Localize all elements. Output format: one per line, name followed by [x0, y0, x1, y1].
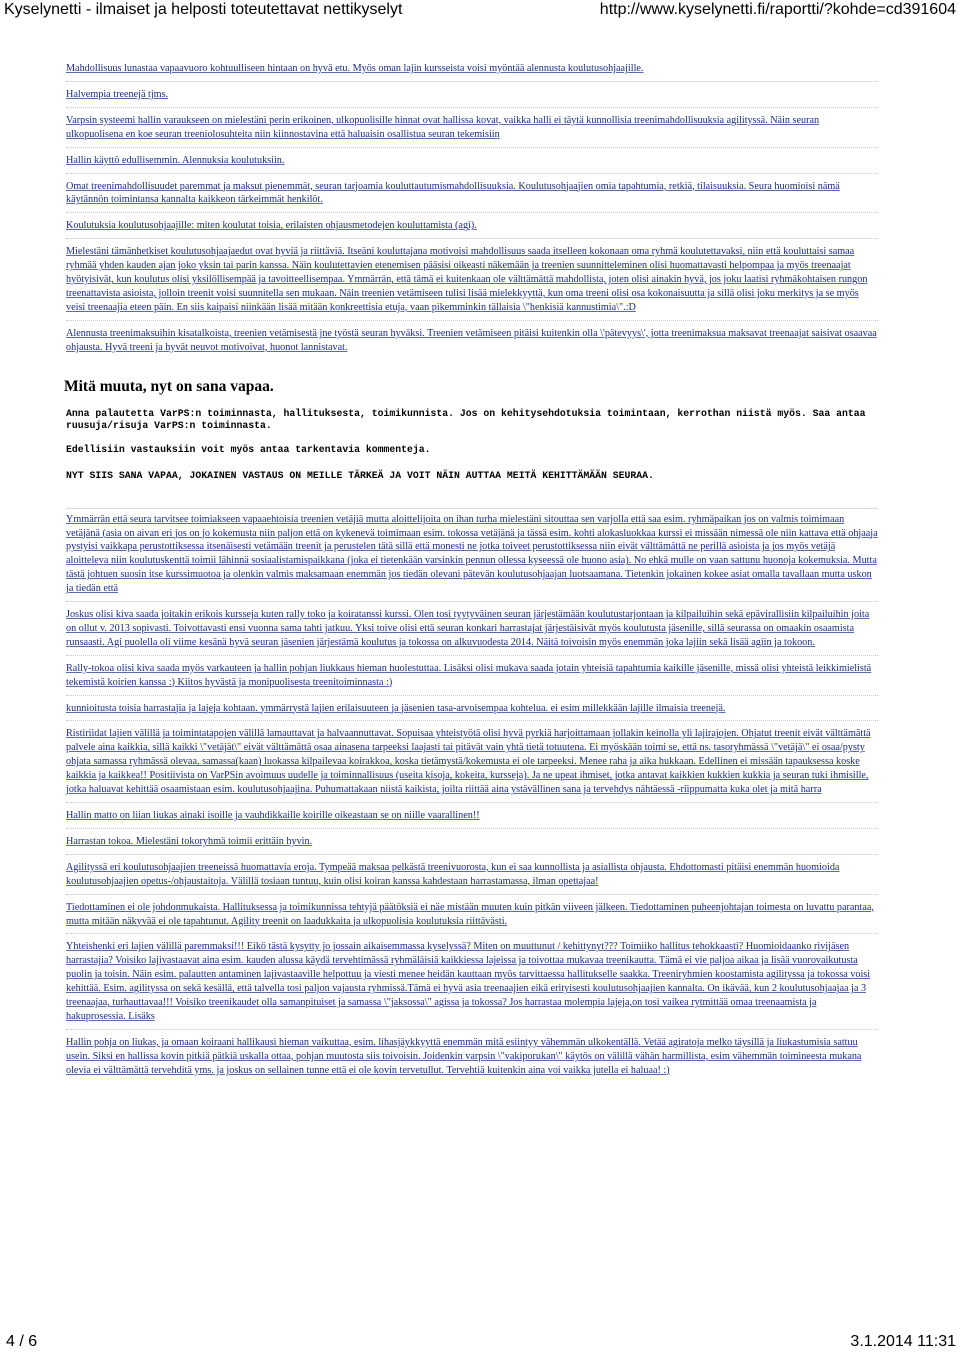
- question-title: Mitä muuta, nyt on sana vapaa.: [64, 377, 274, 395]
- answer-item: Tiedottaminen ei ole johdonmukaista. Hallituksessa ja toimikunnissa tehtyjä päätöksiä ei näe mistään muuten kuin pitkän viiveen jälkeen. Tiedottaminen puheenjohtajan toimesta on luvattu parantaa, mutta mitään näkyvää ei ole tapahtunut. Agility treenit on laadukkaita ja ulkopuolisia koulutuksia riittävästi.: [66, 894, 878, 934]
- answer-list: [66, 62, 878, 360]
- answer-list: [66, 508, 878, 1083]
- answer-item: Agilityssä eri koulutusohjaajien treeneissä huomattavia eroja. Tympeää maksaa pelkästä treenivuorosta, kun ei saa kunnollista ja asiallista ohjausta. Ehdottomasti pitäisi enemmän huomioida koulutusohjaajien opetus-/ohjaustaitoja. Välillä tosiaan tuntuu, kuin olisi koiran kanssa kahdestaan harrastamassa, ilman opettajaa!: [66, 854, 878, 894]
- answer-item: kunnioitusta toisia harrastajia ja lajeja kohtaan. ymmärrystä lajien erilaisuuteen ja jäsenien tasa-arvoisempaa kohtelua. ei esim millekkään lajille ilmaisia treenejä.: [66, 695, 878, 721]
- answer-item: Ymmärrän että seura tarvitsee toimiakseen vapaaehtoisia treenien vetäjiä mutta aloittelijoita on ihan turha mielestäni sitouttaa sen varjolla että saa esim. ryhmäpaikan jos on valmis toimimaan vetäjänä (asia on aivan eri jos on jo kokemusta niin paljon että on kykenevä toimimaan esim. tokossa vetäjänä ja tässä esim. kohti alokasluokkaa kurssi ei missään nimessä ole niin kattava että ohjaaja pystyisi vaikkapa perustottiksessa itsenäisesti vetämään treenit ja perustelen tätä sillä että monesti ne jotka toiveet perustottiksessa niin eivät välttämättä ne perillä asioista ja jos myös vetäjä aloitteleva niin koulutuskenttä toimii lähinnä sosiaalistamispaikkana (joka ei tietenkään varsinkin pennun ollessa kyseessä ole huono asia). No ehkä mulle on vaan sattunu huonoja kokemuksia. Mutta tästä johtuen suosin itse kurssimuotoa ja olenkin valmis maksamaan enemmän jos tiedän olevani pätevän koulutusohjaajan luotsaamana. Tietenkin jokainen kokee asiat omalla tavallaan mutta uskon ja tiedän että: [66, 513, 878, 595]
- answer-item: Varpsin systeemi hallin varaukseen on mielestäni perin erikoinen, ulkopuolisille hinnat ovat hallissa kovat, vaikka halli ei täytä kunnollisia treenimahdollisuuksia agilityssä. Näin seuran ulkopuolisena en koe seuran treeniolosuhteita niin kiinnostavina että haluaisin osallistua seuran tekemisiin: [66, 107, 878, 147]
- answer-item: Koulutuksia koulutusohjaajille: miten koulutat toisia, erilaisten ohjausmetodejen kouluttamista (agi).: [66, 212, 878, 238]
- print-datetime: 3.1.2014 11:31: [850, 1333, 956, 1350]
- answer-item: Hallin matto on liian liukas ainaki isoille ja vauhdikkaille koirille oikeastaan se on niille vaarallinen!!: [66, 802, 878, 828]
- question-description: Anna palautetta VarPS:n toiminnasta, hallituksesta, toimikunnista. Jos on kehitysehdotuksia toimintaan, kerrothan niistä myös. Saa antaa ruusuja/risuja VarPS:n toiminnasta.: [66, 407, 866, 431]
- answer-item: Alennusta treenimaksuihin kisatalkoista, treenien vetämisestä jne työstä seuran hyväksi. Treenien vetämiseen pitäisi kuitenkin olla \'pätevyys\', jotta treenimaksua maksavat treenaajat saisivat osaavaa ohjausta. Hyvä treeni ja hyvät neuvot motivoivat, huonot lannistavat.: [66, 320, 878, 360]
- answer-item: Joskus olisi kiva saada joitakin erikois kursseja kuten rally toko ja koiratanssi kurssi. Olen tosi tyytyväinen seuran järjestämään koulutustarjontaan ja kilpailuihin sekä epävirallisiin kilpailuihin joita on ollut v. 2013 sopivasti. Toivottavasti ensi vuonna sama tahti jatkuu. Yksi toive olisi että seuran konkari harrastajat järjestäisivät myös koulutusta jäsenille, sillä seurassa on omaakin osaamista runsaasti. Agi puolella oli viime kesänä hyvä seuran jäsenien järjestämä koulutus ja tokossa on alkuvuodesta 2014. Näitä toivoisin myös enemmän joka lajiin sekä lisää agiin ja tokoon.: [66, 601, 878, 655]
- answer-item: Ristiriidat lajien välillä ja toimintatapojen välillä lamauttavat ja halvaannuttavat. Sopuisaa yhteistyötä olisi hyvä pyrkiä harjoittamaan jollakin keinolla yli lajirajojen. Ohjatut treenit eivät välttämättä palvele aina kaikkia, sillä kaikki \"vetäjät\" eivät välttämättä osaa ainasena tarpeeksi laajasti tai pitävät vain yhtä tietä totuutena. Ei myöskään toimi se, että ns. tasoryhmässä \"vetäjä\" ei osaa/pysty ohjata samassa ryhmässä olevaa, samassa(kaan) luokassa kilpailevaa koirakkoa, koska tietämystä/kokemusta ei ole tarpeeksi. Menee raha ja aika hukkaan. Edellinen ei missään tapauksessa koske kaikkia ja kaikkea!! Positiivista on VarPSin avoimuus uudelle ja toiminnallisuus (useita kisoja, kokeita, kursseja). Ja ne upeat ihmiset, jotka antavat kaikkien kukkien kukkia ja seuran tuki ihmisille, jotka haluavat kehittää osaamistaan esim. koulutusohjaajina. Puhumattakaan niistä kaikista, joilta riittää aina ystävällinen sana ja tervehdys nähtäessä -riippumatta kuka olet ja mitä harra: [66, 720, 878, 802]
- answer-item: Rally-tokoa olisi kiva saada myös varkauteen ja hallin pohjan liukkaus hieman huolestuttaa. Lisäksi olisi mukava saada jotain yhteisiä tapahtumia kaikille jäsenille, missä olisi yhteistä leikkimielistä tekemistä koirien kanssa :) Kiitos hyvästä ja monipuolisesta treenitoiminnasta :): [66, 655, 878, 695]
- answer-item: Mielestäni tämänhetkiset koulutusohjaajaedut ovat hyviä ja riittäviä. Itseäni kouluttajana motivoisi mahdollisuus saada itselleen kokonaan oma ryhmä koulutettavaksi, niin että kouluttaisi samaa ryhmää yhden kauden ajan joko yksin tai parin kanssa. Näin koulutettavien etenemisen pääsisi oikeasti näkemään ja treenien suunnitteleminen olisi huomattavasti helpompaa ja myös treenaajat hyötyisivät, kun koulutus olisi yksilöllisempää ja tavoitteellisempaa. Ymmärrän, että tämä ei kuitenkaan ole välttämättä mahdollista, joten olisi ainakin hyvä, jos joku laatisi ryhmäkohtaisen rungon treenattavista asioista, jolloin treenit voisi suunnitella sen mukaan. Näin treenien vetämiseen tulisi lisää mielekkyyttä, kun oma treeni olisi osa kokonaisuutta ja sillä olisi joku merkitys ja se myös veisi treenaajia eteen päin. En siis kaipaisi niinkään lisää mitään konkreettisia etuja, vaan pikemminkin tällaisia \"henkisiä kannustimia\".:D: [66, 238, 878, 320]
- page-number: 4 / 6: [6, 1333, 38, 1350]
- answer-item: Hallin pohja on liukas, ja omaan koiraani hallikausi hieman vaikuttaa, esim. lihasjäykkyyttä enemmän mitä esiintyy vähemmän ulkokentällä. Vetää agiratoja melko täysillä ja liukastumisia sattuu usein. Siksi en hallissa kovin pitkiä pätkiä uskalla ottaa, pohjan muutosta siis toivoisin. Joidenkin varpsin \"vakiporukan\" käytös on välillä vähän harmillista, esim vähemmän toimineesta mukana olevia ei välttämättä tervehditä yms. ja joskus on sellainen tunne että ei ole kovin tervetullut. Tervehtiä kuitenkin aina voi vaikka jutella ei haluaa! :): [66, 1029, 878, 1083]
- page-url: http://www.kyselynetti.fi/raportti/?kohde=cd391604: [599, 1, 956, 18]
- answer-item: Harrastan tokoa. Mielestäni tokoryhmä toimii erittäin hyvin.: [66, 828, 878, 854]
- answer-item: Omat treenimahdollisuudet paremmat ja maksut pienemmät, seuran tarjoamia kouluttautumismahdollisuuksia. Koulutusohjaajien omia tapahtumia, retkiä, tilaisuuksia. Seura huomioisi nämä käytännön toimintansa kannalta kaikkeon tärkeimmät henkilöt.: [66, 173, 878, 213]
- question-description: Edellisiin vastauksiin voit myös antaa tarkentavia kommenteja.: [66, 443, 431, 455]
- answer-item: Mahdollisuus lunastaa vapaavuoro kohtuulliseen hintaan on hyvä etu. Myös oman lajin kursseista voisi myöntää alennusta koulutusohjaajille.: [66, 63, 644, 74]
- print-header: [0, 0, 960, 22]
- report-content: [66, 62, 878, 1083]
- page-title: Kyselynetti - ilmaiset ja helposti toteutettavat nettikyselyt: [4, 1, 403, 18]
- answer-item: Yhteishenki eri lajien välillä paremmaksi!!! Eikö tästä kysytty jo jossain aikaisemmassa kyselyssä? Miten on muuttunut / kehittynyt??? Toimiiko hallitus tehokkaasti? Huomioidaanko rivijäsen harrastajia? Voisiko lajivastaavat aina esim. kauden alussa käydä tervehtimässä ryhmäläisiä kaikkiessa lajeissa ja toivottaa mukavaa treenikautta. Tämä ei vie paljoa aikaa ja lisää vuorovaikutusta puolin ja toisin. Näin esim. palautten antaminen lajivastaaville helpottuu ja viesti menee heidän kauttaan myös tarvittaessa hallitukselle saakka. Treeniryhmien koostamista agilityssa ja tokossa voisi kehittää. Esim. agilityssa on sekä kesällä, että talvella tosi paljon vajausta ryhmissä.Tämä ei hyvä asia treenaajien eikä erityisesti koulutusohjaajien kannalta. On ikävää, kun 2 koulutusohjaajaa ja 3 treenaajaa, turhauttavaa!!! Voisiko treenikaudet olla samanpituiset ja samassa \"jaksossa\" agissa ja tokossa? Jos harrastaa molempia lajeja,on tosi vaikea rytmittää omaa treenaamista ja hakuprosessia. Lisäks: [66, 933, 878, 1028]
- answer-item: Halvempia treenejä tjms.: [66, 81, 878, 107]
- print-footer: [0, 1332, 960, 1353]
- question-description: NYT SIIS SANA VAPAA, JOKAINEN VASTAUS ON MEILLE TÄRKEÄ JA VOIT NÄIN AUTTAA MEITÄ KEHITTÄMÄÄN SEURAA.: [66, 469, 654, 481]
- answer-item: Hallin käyttö edullisemmin. Alennuksia koulutuksiin.: [66, 147, 878, 173]
